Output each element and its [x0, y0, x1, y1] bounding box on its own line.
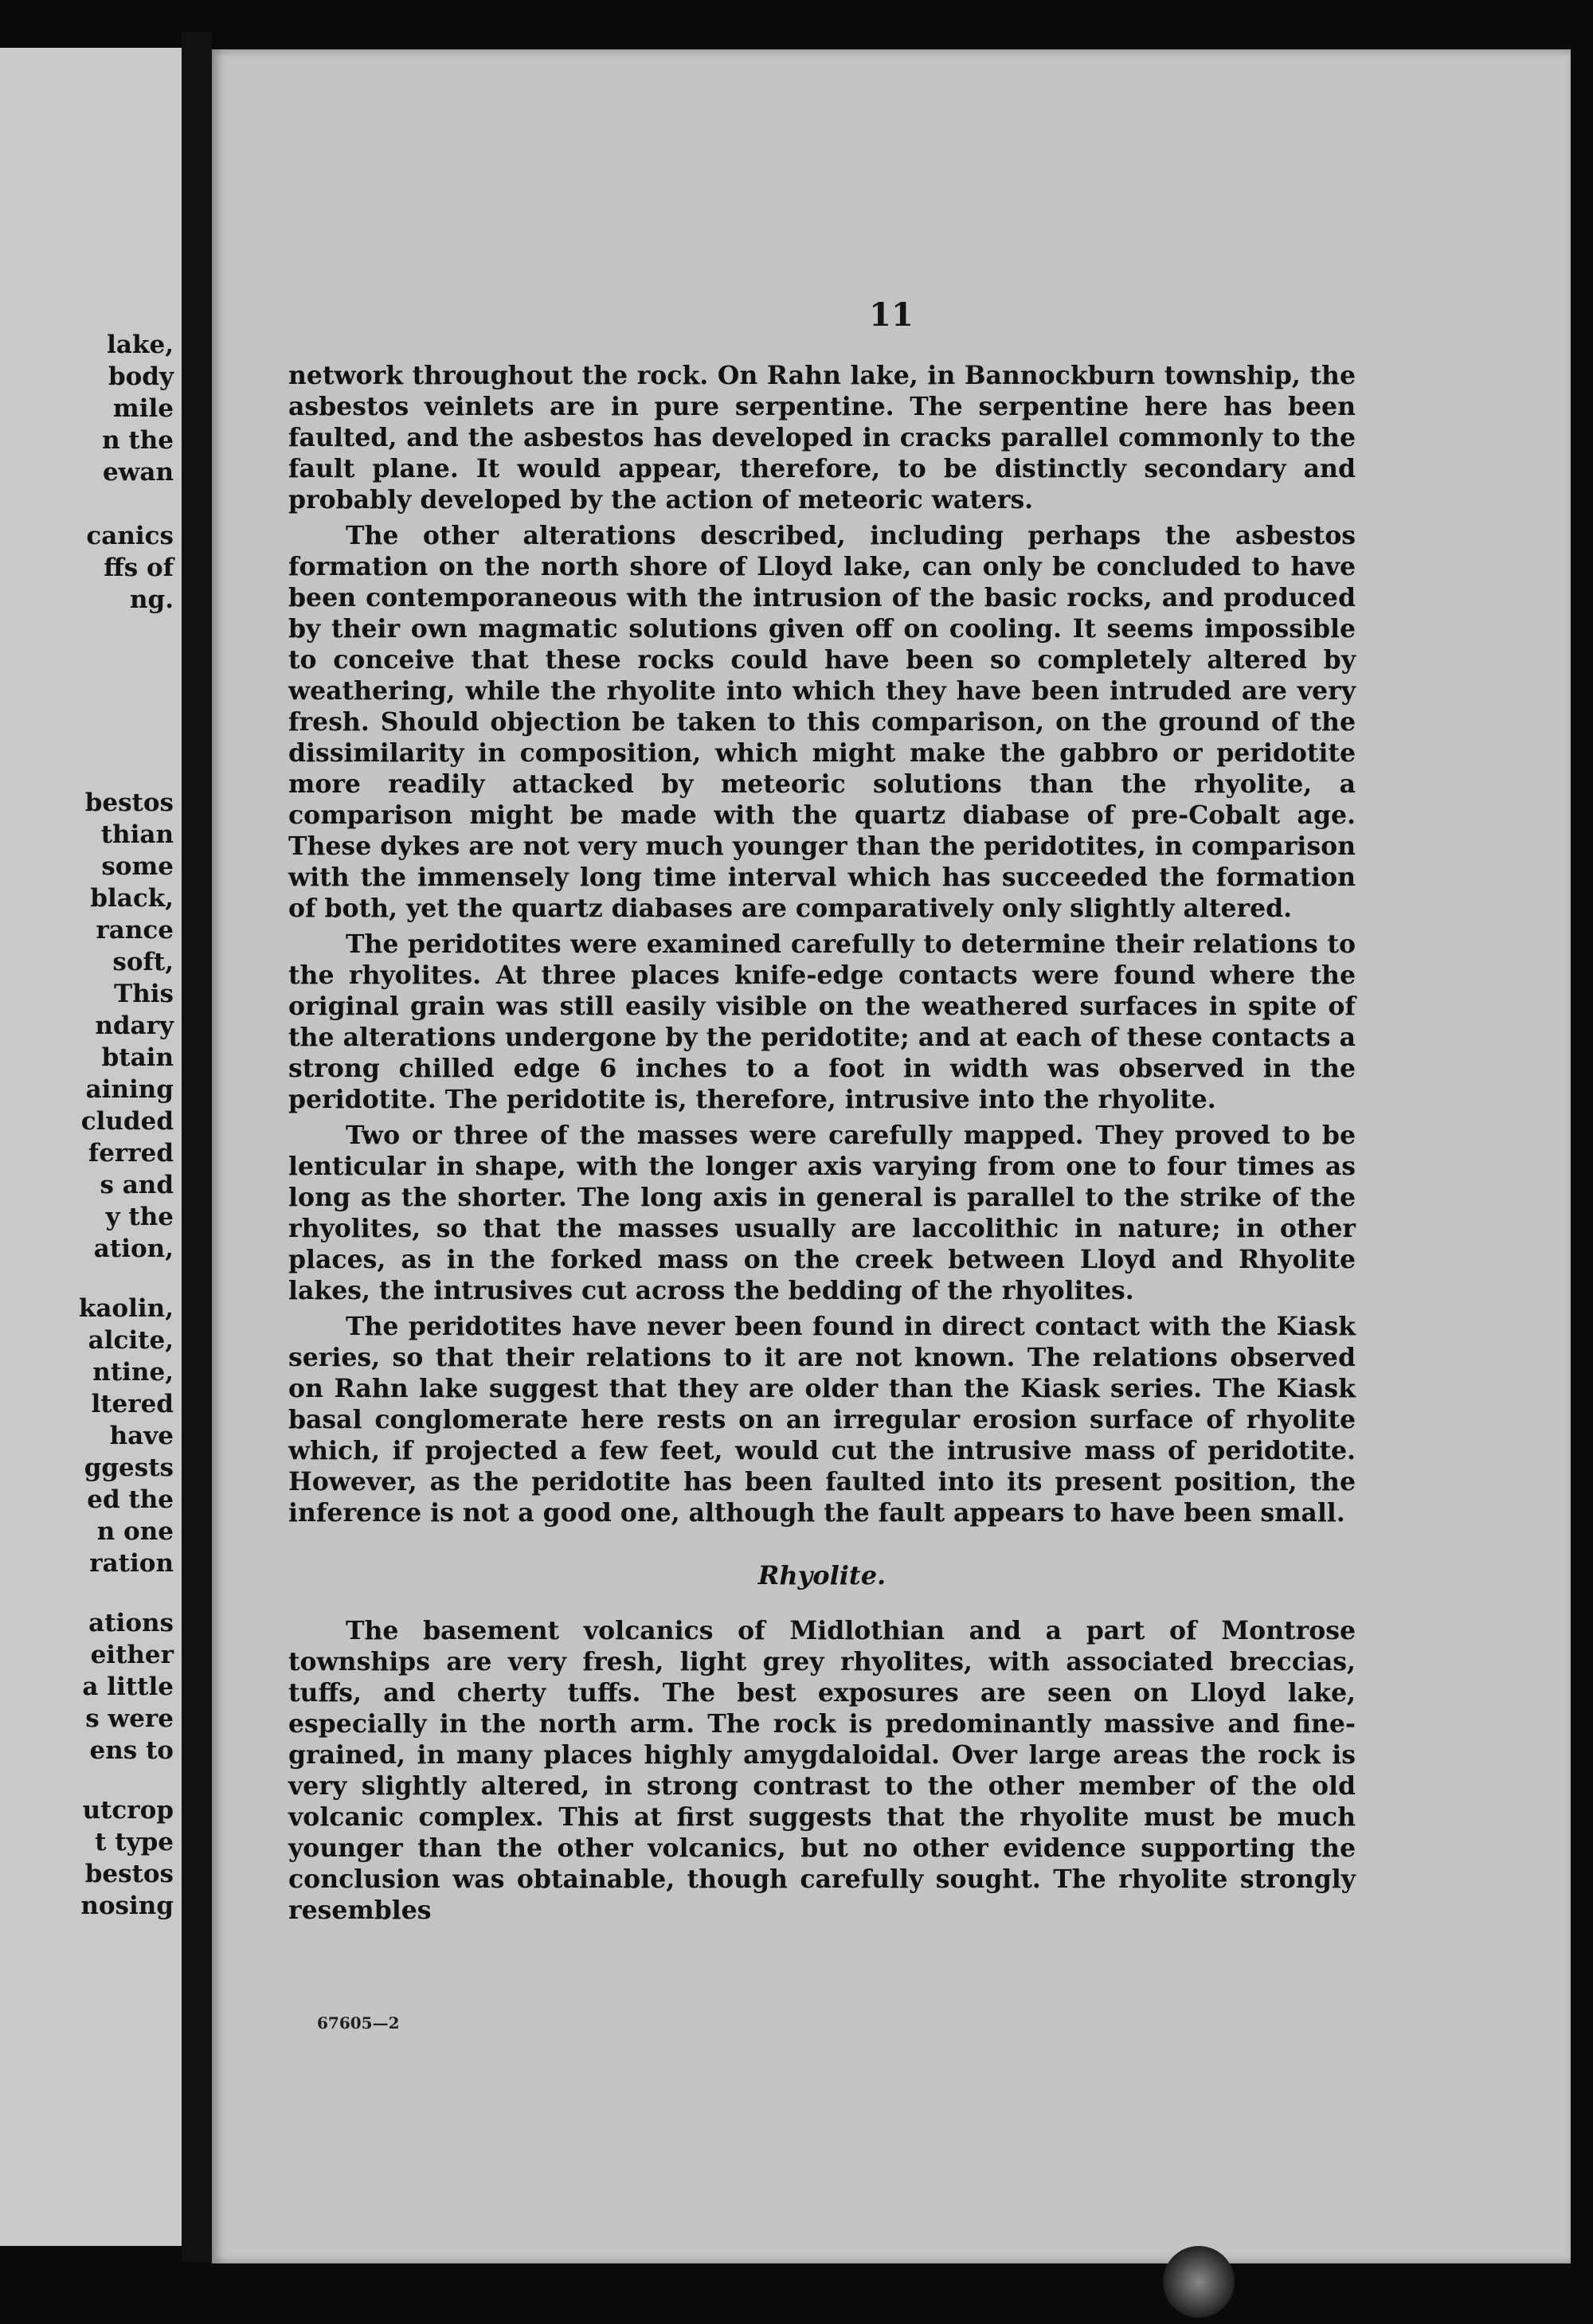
previous-page-text-fragment: mile [112, 394, 174, 423]
previous-page-text-fragment: y the [105, 1203, 174, 1231]
previous-page-text-fragment: canics [86, 522, 174, 550]
previous-page-text-fragment: ations [88, 1609, 174, 1637]
previous-page-text-fragment: bestos [84, 1860, 174, 1888]
previous-page-text-fragment: thian [100, 820, 174, 849]
paragraph: The other alterations described, including perhaps the asbestos formation on the north shore of Lloyd lake, can only be concluded to have been contemporaneous with the intrusion of the basic rocks, and produced by their own magmatic solutions given off on cooling. It seems impossible to conceive that these rocks could have been so completely altered by weathering, while the rhyolite into which they have been intruded are very fresh. Should objection be taken to this comparison, on the ground of the dissimilarity in composition, which might make the gabbro or peridotite more readily attacked by meteoric solutions than the rhyolite, a comparison might be made with the quartz diabase of pre-Cobalt age. These dykes are not very much younger than the peridotites, in comparison with the immensely long time interval which has succeeded the formation of both, yet the quartz diabases are comparatively only slightly altered. [288, 521, 1356, 923]
previous-page-text-fragment: lake, [107, 331, 174, 359]
previous-page-text-fragment: t type [95, 1828, 174, 1856]
scan-mark [1163, 2246, 1235, 2318]
paragraph: network throughout the rock. On Rahn lake, in Bannockburn township, the asbestos veinlets are in pure serpentine. The serpentine here has been faulted, and the asbestos has developed in cracks parallel commonly to the fault plane. It would appear, therefore, to be distinctly secondary and probably developed by the action of meteoric waters. [288, 361, 1356, 514]
previous-page-text-fragment: aining [85, 1075, 174, 1104]
previous-page-text-fragment: either [90, 1641, 174, 1669]
paragraph: The peridotites were examined carefully to determine their relations to the rhyolites. At three places knife-edge contacts were found where the original grain was still easily visible on the weathered surfaces in spite of the alterations undergone by the peridotite; and at each of these contacts a strong chilled edge 6 inches to a foot in width was observed in the peridotite. The peridotite is, therefore, intrusive into the rhyolite. [288, 929, 1356, 1114]
previous-page-text-fragment: ed the [87, 1485, 174, 1514]
previous-page-text-fragment: nosing [80, 1892, 174, 1920]
previous-page-text-fragment: cluded [80, 1107, 174, 1136]
body-text [288, 360, 1356, 1931]
paragraph: The basement volcanics of Midlothian and a part of Montrose townships are very fresh, light grey rhyolites, with associated breccias, tuffs, and cherty tuffs. The best exposures are seen on Lloyd lake, especially in the north arm. The rock is predominantly massive and fine-grained, in many places highly amygdaloidal. Over large areas the rock is very slightly altered, in strong contrast to the other member of the old volcanic complex. This at first suggests that the rhyolite must be much younger than the other volcanics, but no other evidence supporting the conclusion was obtainable, though carefully sought. The rhyolite strongly resembles [288, 1616, 1356, 1925]
section-heading: Rhyolite. [757, 1560, 887, 1590]
paragraph: Two or three of the masses were carefully mapped. They proved to be lenticular in shape, with the longer axis varying from one to four times as long as the shorter. The long axis in general is parallel to the strike of the rhyolites, so that the masses usually are laccolithic in nature; in other places, as in the forked mass on the creek between Lloyd and Rhyolite lakes, the intrusives cut across the bedding of the rhyolites. [288, 1121, 1356, 1305]
previous-page-text-fragment: utcrop [82, 1796, 174, 1825]
previous-page-text-fragment: n the [102, 426, 174, 455]
book-gutter [182, 32, 212, 2262]
previous-page-text-fragment: ntine, [92, 1358, 174, 1387]
previous-page-text-fragment: body [108, 362, 174, 391]
previous-page-text-fragment: s and [100, 1171, 174, 1199]
previous-page-text-fragment: btain [101, 1043, 174, 1072]
printer-signature: 67605—2 [317, 2013, 400, 2033]
previous-page-text-fragment: ration [89, 1549, 174, 1578]
previous-page-text-fragment: ffs of [104, 554, 174, 582]
previous-page-text-fragment: bestos [84, 788, 174, 817]
document-page [212, 49, 1571, 2263]
previous-page-text-fragment: have [109, 1422, 174, 1450]
previous-page-text-fragment: soft, [112, 948, 174, 976]
paragraph: The peridotites have never been found in direct contact with the Kiask series, so that their relations to it are not known. The relations observed on Rahn lake suggest that they are older than the Kiask series. The Kiask basal conglomerate here rests on an irregular erosion surface of rhyolite which, if projected a few feet, would cut the intrusive mass of peridotite. However, as the peridotite has been faulted into its present position, the inference is not a good one, although the fault appears to have been small. [288, 1312, 1356, 1528]
previous-page-text-fragment: ens to [89, 1736, 174, 1765]
previous-page-text-fragment: ggests [84, 1453, 174, 1482]
previous-page-text-fragment: alcite, [88, 1326, 174, 1355]
previous-page-text-fragment: ndary [95, 1011, 174, 1040]
previous-page-text-fragment: n one [96, 1517, 174, 1546]
page-number: 11 [869, 296, 914, 334]
previous-page-text-fragment: ltered [91, 1390, 174, 1418]
previous-page-strip [0, 48, 182, 2246]
previous-page-text-fragment: black, [90, 884, 174, 913]
previous-page-text-fragment: rance [96, 916, 174, 945]
previous-page-text-fragment: ation, [93, 1234, 174, 1263]
previous-page-text-fragment: s were [85, 1704, 174, 1733]
previous-page-text-fragment: ferred [88, 1139, 174, 1168]
previous-page-text-fragment: a little [82, 1673, 174, 1701]
previous-page-text-fragment: ng. [129, 585, 174, 614]
previous-page-text-fragment: some [101, 852, 174, 881]
previous-page-text-fragment: This [114, 980, 174, 1008]
previous-page-text-fragment: kaolin, [78, 1294, 174, 1323]
previous-page-text-fragment: ewan [102, 458, 174, 487]
